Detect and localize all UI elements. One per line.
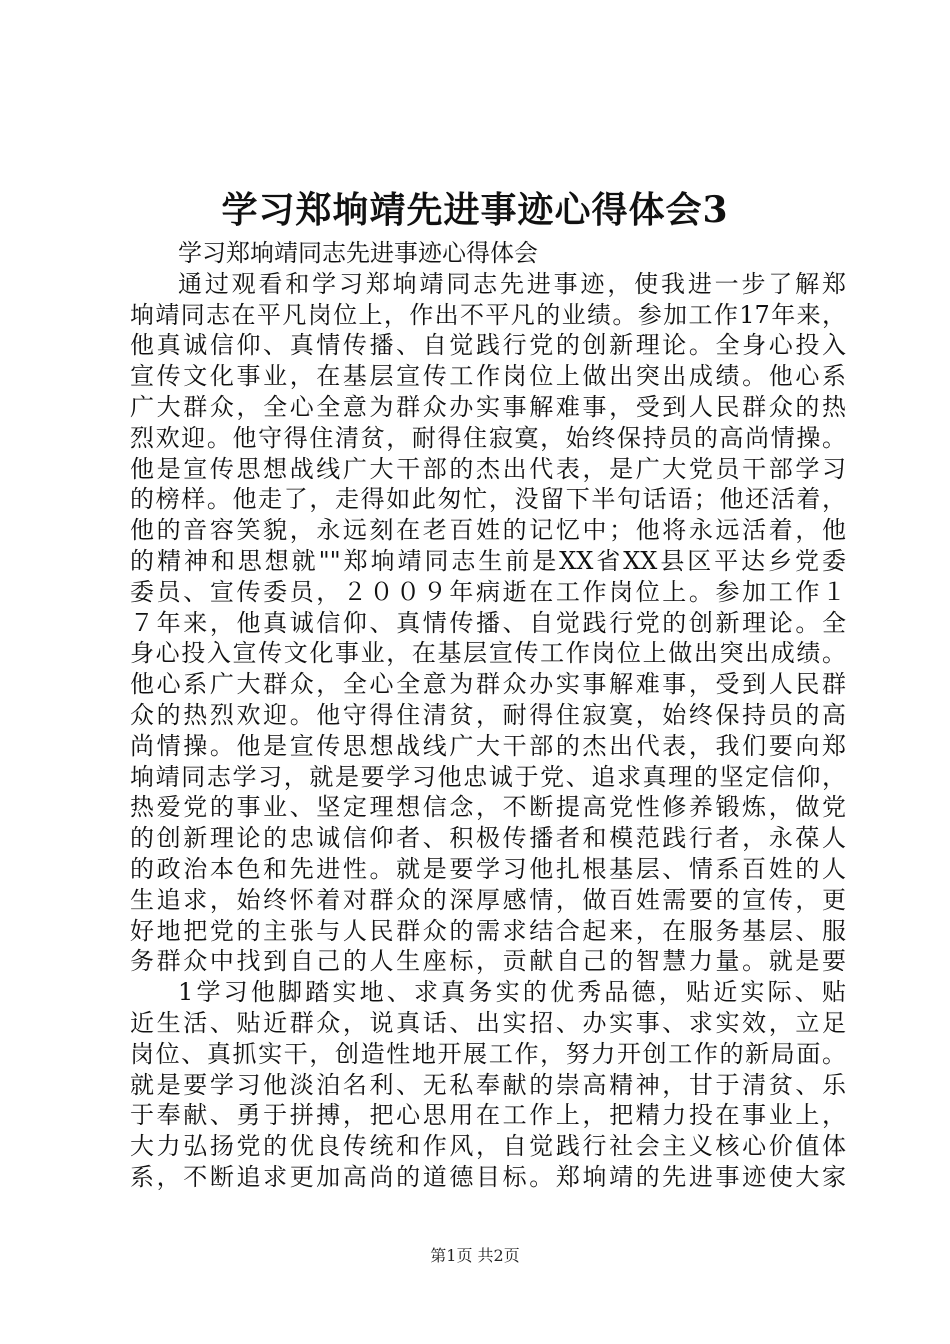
paragraph-line: 广大群众，全心全意为群众办实事解难事，受到人民群众的热 (130, 392, 846, 421)
paragraph-line: 宣传文化事业，在基层宣传工作岗位上做出突出成绩。他心系 (130, 362, 846, 391)
paragraph-line: 热爱党的事业、坚定理想信念，不断提高党性修养锻炼，做党 (130, 793, 846, 822)
paragraph-line: 的榜样。他走了，走得如此匆忙，没留下半句话语；他还活着， (130, 485, 846, 514)
paragraph-line: 众的热烈欢迎。他守得住清贫，耐得住寂寞，始终保持员的高 (130, 700, 846, 729)
paragraph-line: 务群众中找到自己的人生座标，贡献自己的智慧力量。就是要 (130, 947, 846, 976)
paragraph-line: 大力弘扬党的优良传统和作风，自觉践行社会主义核心价值体 (130, 1132, 846, 1161)
paragraph-line: 他是宣传思想战线广大干部的杰出代表，是广大党员干部学习 (130, 454, 846, 483)
paragraph-line: 1学习他脚踏实地、求真务实的优秀品德，贴近实际、贴 (178, 978, 846, 1007)
document-title: 学习郑垧靖先进事迹心得体会3 (221, 189, 729, 231)
paragraph-line: 通过观看和学习郑垧靖同志先进事迹，使我进一步了解郑 (178, 269, 846, 298)
paragraph-line: 他真诚信仰、真情传播、自觉践行党的创新理论。全身心投入 (130, 331, 846, 360)
paragraph-line: 他心系广大群众，全心全意为群众办实事解难事，受到人民群 (130, 670, 846, 699)
paragraph-line: 的精神和思想就""郑垧靖同志生前是XX省XX县区平达乡党委 (130, 546, 846, 575)
paragraph-line: 于奉献、勇于拼搏，把心思用在工作上，把精力投在事业上， (130, 1101, 846, 1130)
paragraph-line: 的创新理论的忠诚信仰者、积极传播者和模范践行者，永葆人 (130, 824, 846, 853)
paragraph-line: 他的音容笑貌，永远刻在老百姓的记忆中；他将永远活着，他 (130, 516, 846, 545)
paragraph-line: 岗位、真抓实干，创造性地开展工作，努力开创工作的新局面。 (130, 1039, 846, 1068)
paragraph-line: 烈欢迎。他守得住清贫，耐得住寂寞，始终保持员的高尚情操。 (130, 423, 846, 452)
paragraph-line: 委员、宣传委员，２００９年病逝在工作岗位上。参加工作１ (130, 577, 846, 606)
page-number-footer: 第1页 共2页 (430, 1246, 520, 1265)
paragraph-line: 就是要学习他淡泊名利、无私奉献的崇高精神，甘于清贫、乐 (130, 1070, 846, 1099)
paragraph-line: 垧靖同志学习，就是要学习他忠诚于党、追求真理的坚定信仰， (130, 762, 846, 791)
paragraph-line: ７年来，他真诚信仰、真情传播、自觉践行党的创新理论。全 (130, 608, 846, 637)
document-body (130, 238, 846, 1193)
paragraph-line: 身心投入宣传文化事业，在基层宣传工作岗位上做出突出成绩。 (130, 639, 846, 668)
paragraph-line: 的政治本色和先进性。就是要学习他扎根基层、情系百姓的人 (130, 854, 846, 883)
paragraph-line: 系，不断追求更加高尚的道德目标。郑垧靖的先进事迹使大家 (130, 1162, 846, 1191)
paragraph-line: 尚情操。他是宣传思想战线广大干部的杰出代表，我们要向郑 (130, 731, 846, 760)
paragraph-line: 生追求，始终怀着对群众的深厚感情，做百姓需要的宣传，更 (130, 885, 846, 914)
paragraph-line: 好地把党的主张与人民群众的需求结合起来，在服务基层、服 (130, 916, 846, 945)
paragraph-line: 近生活、贴近群众，说真话、出实招、办实事、求实效，立足 (130, 1008, 846, 1037)
subtitle-line: 学习郑垧靖同志先进事迹心得体会 (178, 239, 538, 267)
paragraph-line: 垧靖同志在平凡岗位上，作出不平凡的业绩。参加工作17年来， (130, 300, 846, 329)
